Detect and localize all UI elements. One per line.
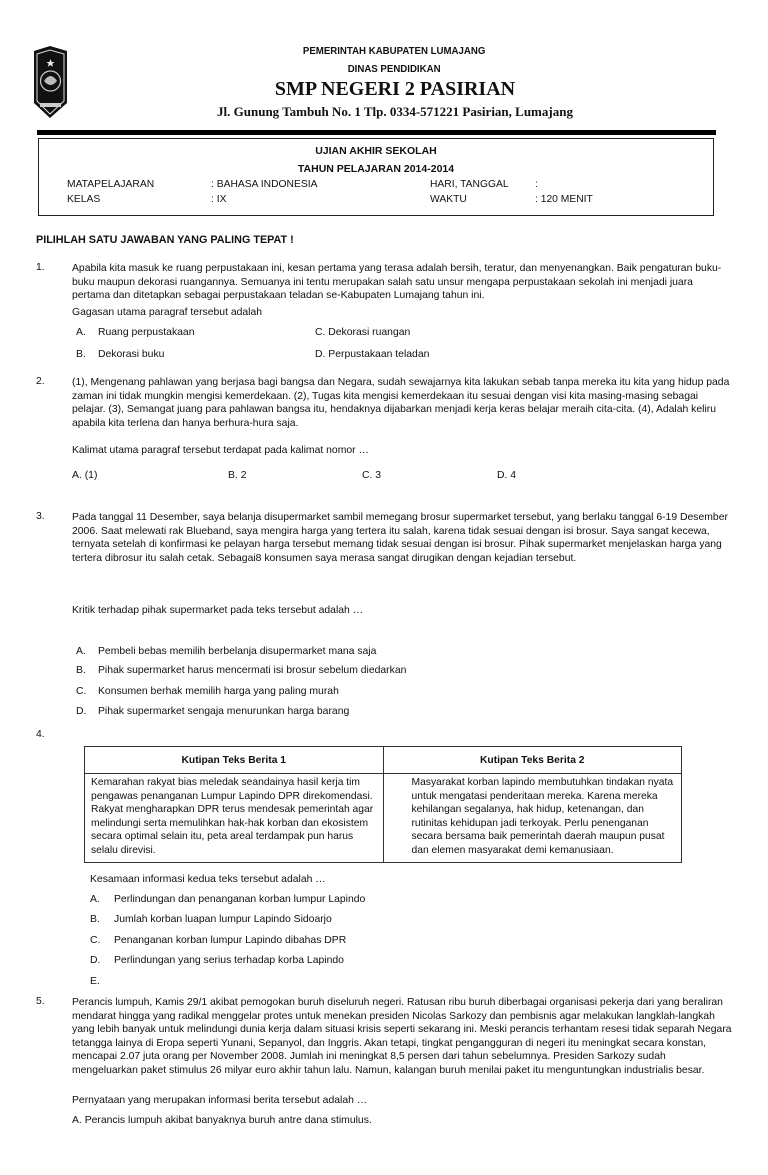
option-text: Pembeli bebas memilih berbelanja disupermarket mana saja	[98, 646, 377, 657]
q4-option-c[interactable]	[90, 935, 346, 946]
option-letter: B.	[76, 349, 86, 360]
q4-option-e[interactable]	[90, 976, 114, 987]
subject-label: MATAPELAJARAN	[67, 179, 155, 190]
q1-passage: Apabila kita masuk ke ruang perpustakaan ini, kesan pertama yang terasa adalah bersih, teratur, dan menyenangkan. Baik pengaturan buku-buku maupun dekorasi ruangannya. Semuanya ini tentu merupakan salah satu unsur mengapa perpustakaan sekolah ini menjadi juara pertama dan ditetapkan sebagai perpustakaan teladan se-Kabupaten Lumajang tahun ini.	[72, 263, 722, 302]
exam-info-box	[38, 138, 714, 216]
option-text: Pihak supermarket harus mencermati isi brosur sebelum diedarkan	[98, 665, 407, 676]
subject-value: : BAHASA INDONESIA	[211, 179, 318, 190]
option-letter: A.	[90, 894, 100, 905]
option-text: Jumlah korban luapan lumpur Lapindo Sidoarjo	[114, 914, 332, 925]
option-letter: D.	[76, 706, 87, 717]
q4-question: Kesamaan informasi kedua teks tersebut adalah …	[90, 874, 326, 885]
q3-option-d[interactable]	[76, 706, 349, 717]
class-value: : IX	[211, 194, 227, 205]
option-letter: A.	[76, 646, 86, 657]
time-label: WAKTU	[430, 194, 467, 205]
q1-question: Gagasan utama paragraf tersebut adalah	[72, 307, 263, 318]
q5-question: Pernyataan yang merupakan informasi berita tersebut adalah …	[72, 1095, 368, 1106]
table-header-2: Kutipan Teks Berita 2	[383, 747, 682, 774]
option-text: Perlindungan yang serius terhadap korba Lapindo	[114, 955, 344, 966]
q2-number: 2.	[36, 376, 45, 387]
gov-header: PEMERINTAH KABUPATEN LUMAJANG	[302, 45, 486, 57]
q1-option-a[interactable]	[76, 327, 194, 338]
q3-passage: Pada tanggal 11 Desember, saya belanja disupermarket sambil memegang brosur supermarket tersebut, yang berlaku tanggal 6-19 Desember 2006. Saat melewati rak Blueband, saya mengira harga yang tertera itu salah, karena tidak sesuai dengan isi brosur. Saya sangat kecewa, ternyata setelah di konfirmasi ke pelayan harga tersebut memang tidak sesuai dengan isi brosur. Pihak supermarket menjelaskan harga yang tertera dibrosur itu salah cetak. Sebagai8 konsumen saya merasa sangat dirugikan dengan kejadian tersebut.	[72, 512, 728, 564]
news-excerpt-2: Masyarakat korban lapindo membutuhkan tindakan nyata untuk mengatasi penderitaan mereka. Karena mereka kehilangan segalanya, hak hidup, ketenangan, dan rutinitas kehidupan jadi terkoyak. Perlu penenganan secara bersama baik pemerintah daerah maupun pusat dan elemen masyarakat demi kemanusiaan.	[383, 774, 682, 863]
option-text: Perlindungan dan penanganan korban lumpur Lapindo	[114, 894, 366, 905]
q2-option-b[interactable]: B. 2	[228, 470, 247, 481]
q2-passage: (1), Mengenang pahlawan yang berjasa bagi bangsa dan Negara, sudah sewajarnya kita lakukan sebab tanpa mereka itu kita yang hidup pada zaman ini tidak mungkin mengisi kemerdekaan. (2), Tugas kita mengisi kemerdekaan itu sesuai dengan visi kita masing-masing sebagai pelajar. (3), Semangat juang para pahlawan bangsa itu, hendaknya dijabarkan menjadi kerja keras belajar meraih cita-cita. (4), Adalah keliru apabila kita terlena dan hanya berhura-hura saja.	[72, 377, 730, 429]
table-header-1: Kutipan Teks Berita 1	[85, 747, 384, 774]
option-letter: B.	[90, 914, 100, 925]
q3-number: 3.	[36, 511, 45, 522]
q4-news-table	[84, 746, 682, 863]
q5-option-a[interactable]: A. Perancis lumpuh akibat banyaknya buruh antre dana stimulus.	[72, 1115, 372, 1126]
q5-number: 5.	[36, 996, 45, 1007]
exam-title: UJIAN AKHIR SEKOLAH	[315, 145, 437, 157]
q1-option-d[interactable]: D. Perpustakaan teladan	[315, 349, 430, 360]
q1-option-b[interactable]	[76, 349, 164, 360]
q2-option-c[interactable]: C. 3	[362, 470, 382, 481]
q3-option-b[interactable]	[76, 665, 406, 676]
q5-passage: Perancis lumpuh, Kamis 29/1 akibat pemogokan buruh diseluruh negeri. Ratusan ribu buruh diberbagai organisasi pekerja dari yang beraliran mendarat hingga yang radikal menggelar protes untuk menekan presiden Nicolas Sarkozy dan pembisnis agar melakukan langklah-langkah yang lebih banyak untuk melindungi dunia kerja dalam situasi krisis seperti sekarang ini. Meski perancis terhantam resesi tidak separah Negara tetangga lainya di Eropa seperti Yunani, Sepanyol, dan Inggris. Akan tetapi, tingkat pengangguran di negeri itu meningkat secara konstan, mencapai 2.07 juta orang per November 2008. Jumlah ini meningkat 8,5 persen dari tahun sebelumnya. Presiden Sarkozy sudah mengeluarkan paket stimulus 26 milyar euro akhir tahun lalu. Namun, kalangan buruh menilai paket itu menguntungkan industrialis besar.	[72, 997, 732, 1076]
q3-option-c[interactable]	[76, 686, 339, 697]
school-address: Jl. Gunung Tambuh No. 1 Tlp. 0334-571221 Pasirian, Lumajang	[217, 104, 573, 119]
option-text: Penanganan korban lumpur Lapindo dibahas DPR	[114, 935, 347, 946]
time-value: : 120 MENIT	[535, 194, 593, 205]
instruction: PILIHLAH SATU JAWABAN YANG PALING TEPAT !	[36, 234, 294, 246]
option-letter: B.	[76, 665, 86, 676]
news-excerpt-1: Kemarahan rakyat bias meledak seandainya hasil kerja tim pengawas penanganan Lumpur Lapindo DPR direkomendasi. Rakyat mengharapkan DPR terus mendesak pemerintah agar melindungi serta memulihkan hak-hak korban dan ekosistem secara optimal selain itu, peta areal terdampak pun harus selalu direvisi.	[85, 774, 384, 863]
exam-year: TAHUN PELAJARAN 2014-2014	[297, 163, 455, 175]
option-letter: D.	[90, 955, 101, 966]
q1-option-c[interactable]: C. Dekorasi ruangan	[315, 327, 411, 338]
q4-option-a[interactable]	[90, 894, 365, 905]
q3-question: Kritik terhadap pihak supermarket pada teks tersebut adalah …	[72, 605, 364, 616]
q4-number: 4.	[36, 729, 45, 740]
header-divider	[37, 130, 716, 135]
q2-question: Kalimat utama paragraf tersebut terdapat pada kalimat nomor …	[72, 445, 369, 456]
q2-option-d[interactable]: D. 4	[497, 470, 517, 481]
q4-option-b[interactable]	[90, 914, 332, 925]
option-text: Ruang perpustakaan	[98, 327, 195, 338]
department-header: DINAS PENDIDIKAN	[347, 63, 441, 75]
date-value: :	[535, 179, 538, 190]
date-label: HARI, TANGGAL	[430, 179, 509, 190]
option-text: Dekorasi buku	[98, 349, 165, 360]
option-letter: C.	[90, 935, 101, 946]
option-letter: C.	[76, 686, 87, 697]
option-text: Konsumen berhak memilih harga yang paling murah	[98, 686, 339, 697]
option-text: Pihak supermarket sengaja menurunkan harga barang	[98, 706, 350, 717]
q2-option-a[interactable]: A. (1)	[72, 470, 98, 481]
option-letter: E.	[90, 976, 100, 987]
class-label: KELAS	[67, 194, 101, 205]
option-letter: A.	[76, 327, 86, 338]
q4-option-d[interactable]	[90, 955, 344, 966]
q1-number: 1.	[36, 262, 45, 273]
q3-option-a[interactable]	[76, 646, 376, 657]
school-name: SMP NEGERI 2 PASIRIAN	[274, 78, 516, 100]
